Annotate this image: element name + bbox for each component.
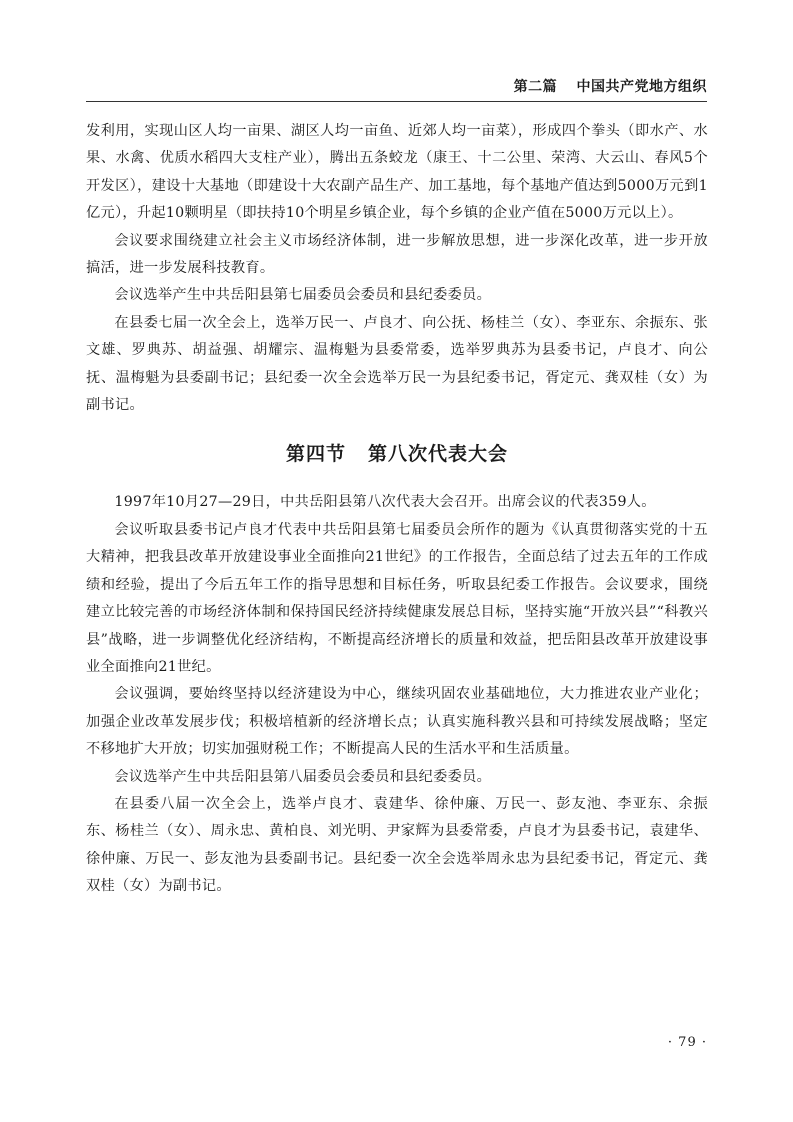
paragraph: 会议选举产生中共岳阳县第八届委员会委员和县纪委委员。: [114, 768, 492, 785]
paragraph: 会议要求围绕建立社会主义市场经济体制，进一步解放思想，进一步深化改革，进一步开放搞活，进一步发展科技教育。: [86, 232, 708, 277]
paragraph: 在县委八届一次全会上，选举卢良才、袁建华、徐仲廉、万民一、彭友池、李亚东、余振东、杨桂兰（女）、周永忠、黄柏良、刘光明、尹家辉为县委常委，卢良才为县委书记，袁建华、徐仲廉、万民一、彭友池为县委副书记。县纪委一次全会选举周永忠为县纪委书记，胥定元、龚双桂（女）为副书记。: [86, 795, 708, 895]
header-rule: [86, 101, 707, 102]
section-number: 第四节: [285, 443, 346, 466]
header-part-label: 第二篇: [513, 79, 558, 95]
body-text: [86, 118, 708, 901]
section-title: 第八次代表大会: [368, 443, 509, 466]
page-number: · 79 ·: [667, 1035, 707, 1050]
paragraph: 会议强调，要始终坚持以经济建设为中心，继续巩固农业基础地位，大力推进农业产业化；加强企业改革发展步伐；积极培植新的经济增长点；认真实施科教兴县和可持续发展战略；坚定不移地扩大开放；切实加强财税工作；不断提高人民的生活水平和生活质量。: [86, 686, 708, 758]
paragraph: 会议听取县委书记卢良才代表中共岳阳县第七届委员会所作的题为《认真贯彻落实党的十五大精神，把我县改革开放建设事业全面推向21世纪》的工作报告，全面总结了过去五年的工作成绩和经验，提出了今后五年工作的指导思想和目标任务，听取县纪委工作报告。会议要求，围绕建立比较完善的市场经济体制和保持国民经济持续健康发展总目标，坚持实施“开放兴县”“科教兴县”战略，进一步调整优化经济结构，不断提高经济增长的质量和效益，把岳阳县改革开放建设事业全面推向21世纪。: [86, 521, 708, 675]
header-part-title: 中国共产党地方组织: [576, 79, 707, 95]
paragraph: 会议选举产生中共岳阳县第七届委员会委员和县纪委委员。: [114, 287, 492, 304]
paragraph: 在县委七届一次全会上，选举万民一、卢良才、向公抚、杨桂兰（女）、李亚东、余振东、张文雄、罗典苏、胡益强、胡耀宗、温梅魁为县委常委，选举罗典苏为县委书记，卢良才、向公抚、温梅魁为县委副书记；县纪委一次全会选举万民一为县纪委书记，胥定元、龚双桂（女）为副书记。: [86, 314, 708, 414]
section-heading: [86, 440, 708, 468]
paragraph: 1997年10月27—29日，中共岳阳县第八次代表大会召开。出席会议的代表359人。: [114, 494, 656, 511]
running-header: [86, 76, 707, 98]
paragraph-continued: 发利用，实现山区人均一亩果、湖区人均一亩鱼、近郊人均一亩菜），形成四个拳头（即水产、水果、水禽、优质水稻四大支柱产业），腾出五条蛟龙（康王、十二公里、荣湾、大云山、春风5个开发区），建设十大基地（即建设十大农副产品生产、加工基地，每个基地产值达到5000万元到1亿元），升起10颗明星（即扶持10个明星乡镇企业，每个乡镇的企业产值在5000万元以上）。: [86, 123, 708, 222]
